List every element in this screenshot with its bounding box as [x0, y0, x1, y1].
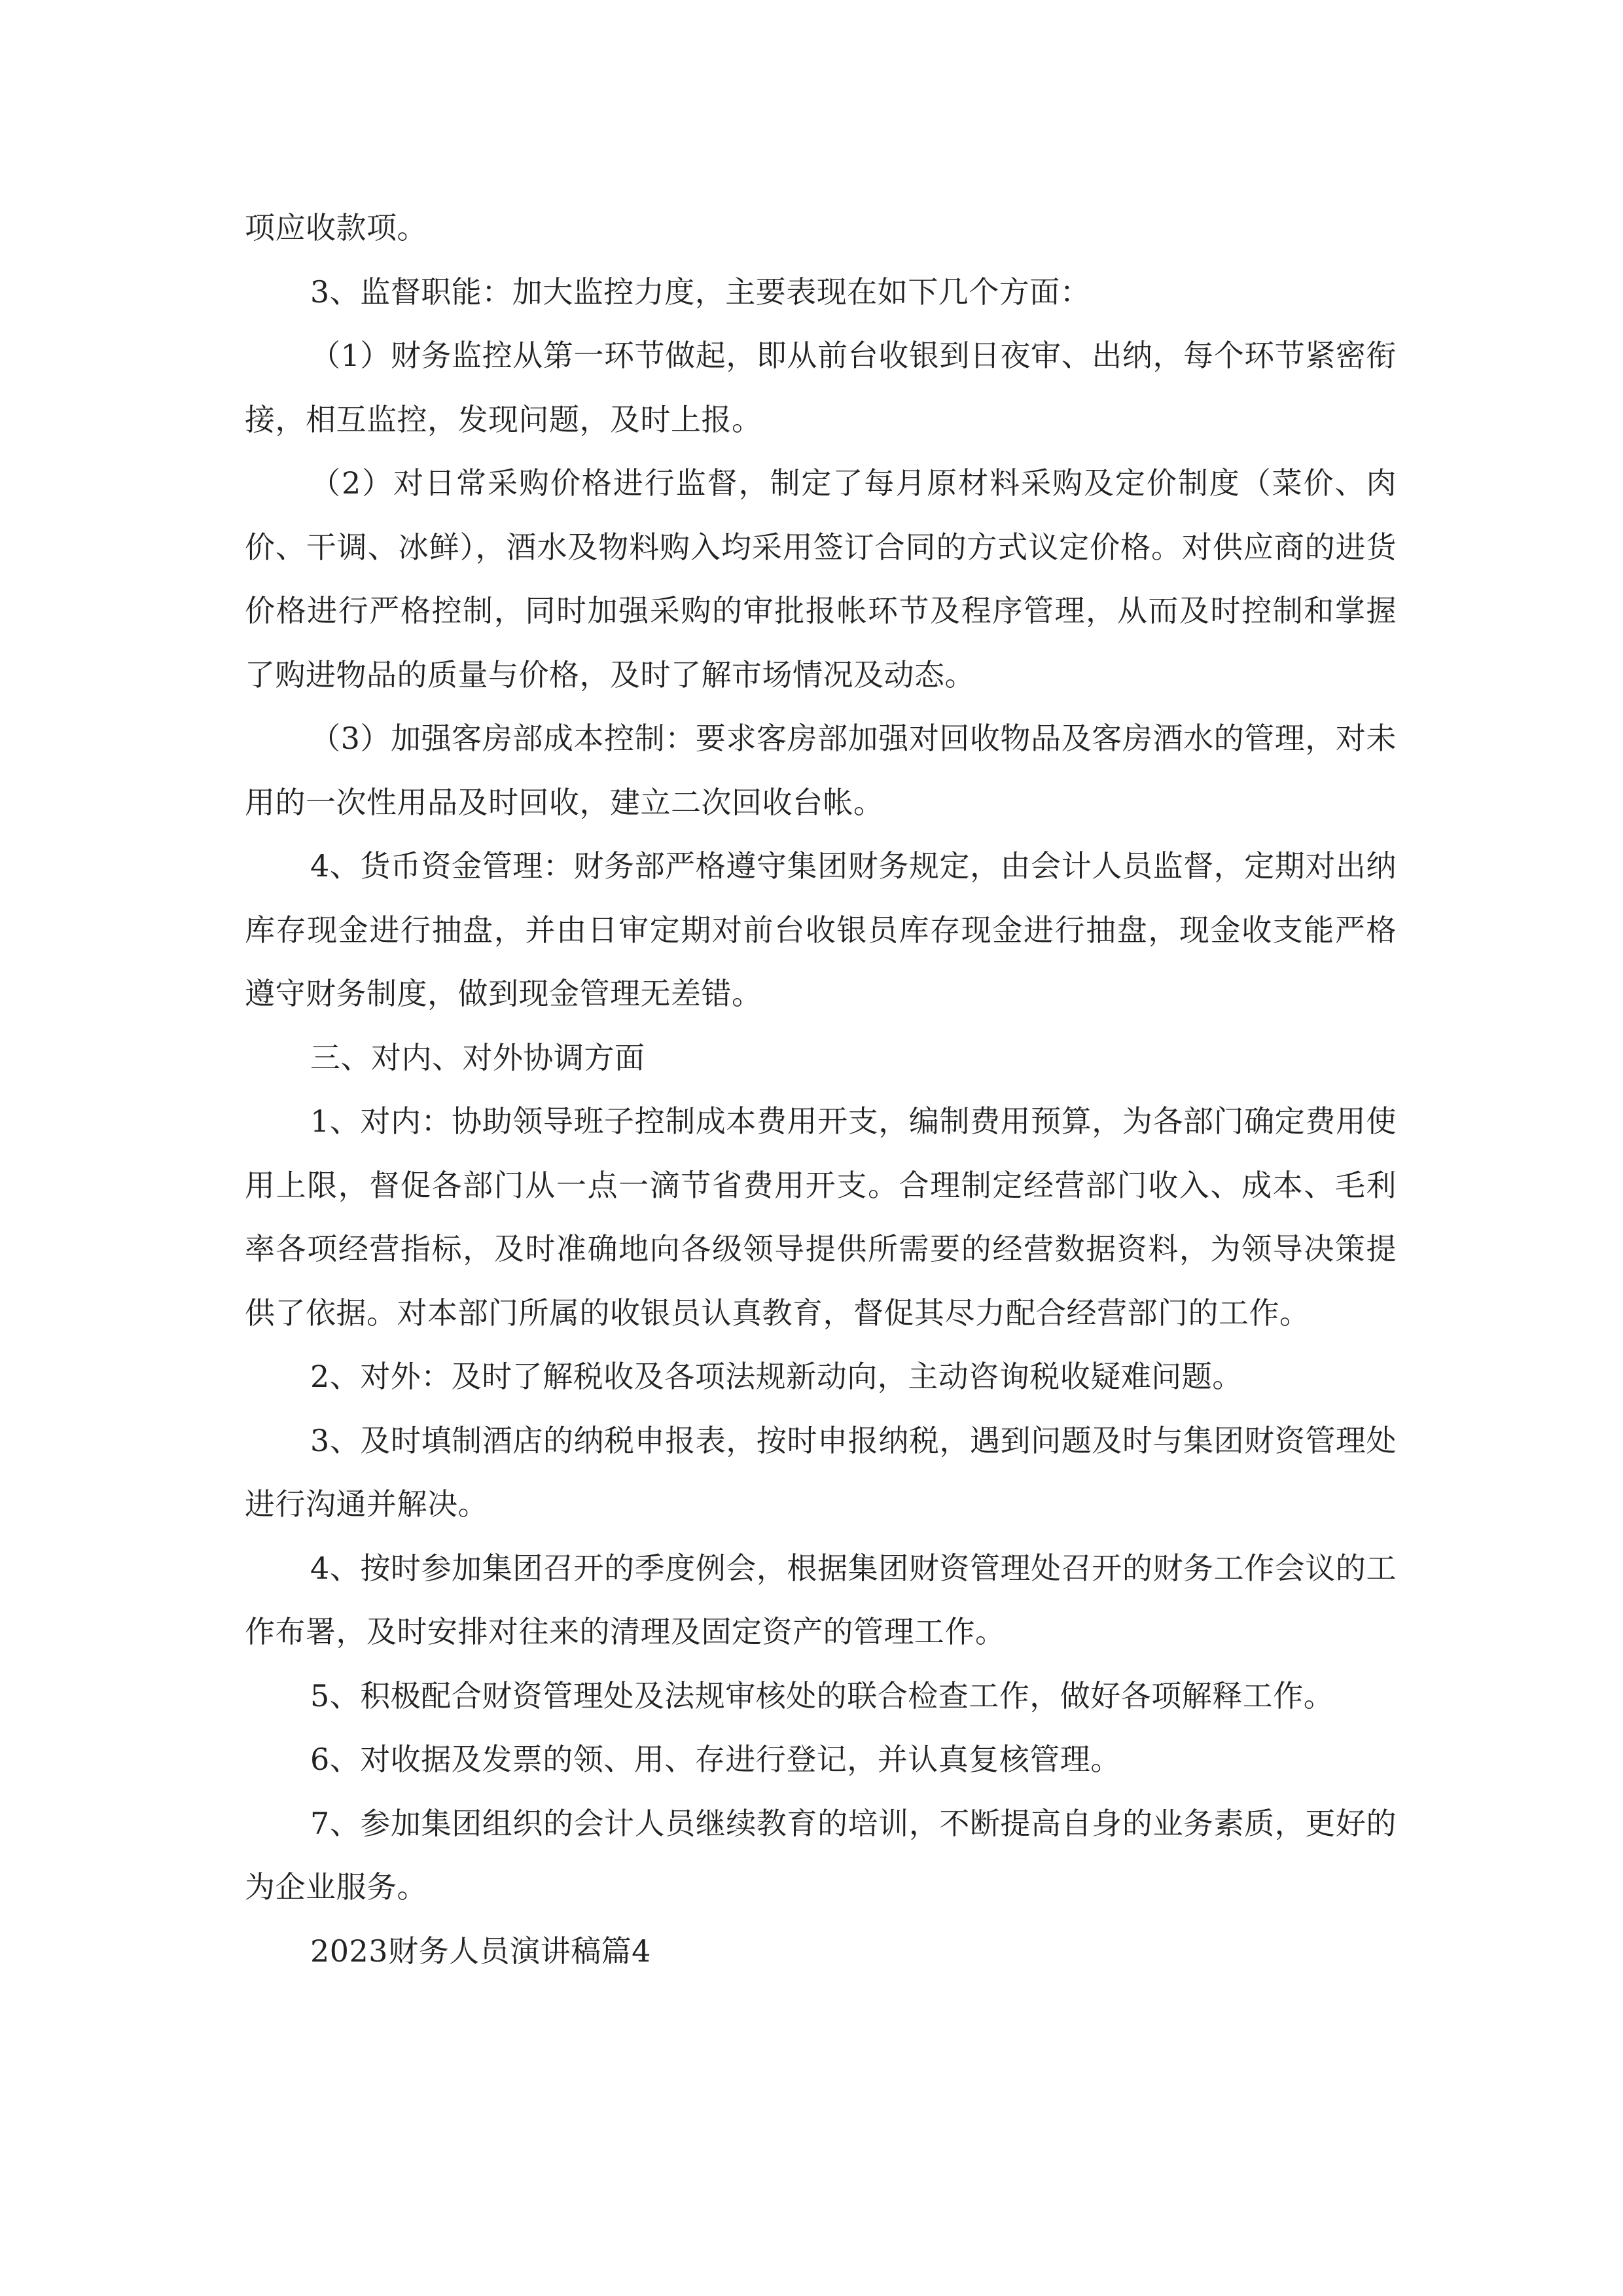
next-article-title: 2023财务人员演讲稿篇4 [310, 1933, 651, 1969]
paragraph-quarterly-meeting: 4、按时参加集团召开的季度例会，根据集团财资管理处召开的财务工作会议的工作布署，及时安排对往来的清理及固定资产的管理工作。 [245, 1550, 1397, 1649]
paragraph-tax-filing: 3、及时填制酒店的纳税申报表，按时申报纳税，遇到问题及时与集团财资管理处进行沟通并解决。 [245, 1422, 1397, 1522]
paragraph-external: 2、对外：及时了解税收及各项法规新动向，主动咨询税收疑难问题。 [310, 1359, 1243, 1394]
paragraph-supervision-2: （2）对日常采购价格进行监督，制定了每月原材料采购及定价制度（菜价、肉价、干调、冰鲜），酒水及物料购入均采用签订合同的方式议定价格。对供应商的进货价格进行严格控制，同时加强采购的审批报帐环节及程序管理，从而及时控制和掌握了购进物品的质量与价格，及时了解市场情况及动态。 [245, 465, 1397, 692]
paragraph-receipts-invoices: 6、对收据及发票的领、用、存进行登记，并认真复核管理。 [310, 1742, 1121, 1777]
paragraph-supervision-1: （1）财务监控从第一环节做起，即从前台收银到日夜审、出纳，每个环节紧密衔接，相互监控，发现问题，及时上报。 [245, 338, 1397, 437]
paragraph-training: 7、参加集团组织的会计人员继续教育的培训，不断提高自身的业务素质，更好的为企业服务。 [245, 1805, 1397, 1905]
section-heading-coordination: 三、对内、对外协调方面 [310, 1039, 645, 1075]
paragraph-internal: 1、对内：协助领导班子控制成本费用开支，编制费用预算，为各部门确定费用使用上限，督促各部门从一点一滴节省费用开支。合理制定经营部门收入、成本、毛利率各项经营指标，及时准确地向各级领导提供所需要的经营数据资料，为领导决策提供了依据。对本部门所属的收银员认真教育，督促其尽力配合经营部门的工作。 [245, 1103, 1397, 1331]
paragraph-joint-inspection: 5、积极配合财资管理处及法规审核处的联合检查工作，做好各项解释工作。 [310, 1677, 1334, 1713]
document-body [245, 196, 1397, 1983]
paragraph-continuation: 项应收款项。 [245, 210, 427, 245]
paragraph-supervision-3: （3）加强客房部成本控制：要求客房部加强对回收物品及客房酒水的管理，对未用的一次性用品及时回收，建立二次回收台帐。 [245, 721, 1397, 820]
paragraph-cash-management: 4、货币资金管理：财务部严格遵守集团财务规定，由会计人员监督，定期对出纳库存现金进行抽盘，并由日审定期对前台收银员库存现金进行抽盘，现金收支能严格遵守财务制度，做到现金管理无差错。 [245, 848, 1397, 1011]
paragraph-supervision-heading: 3、监督职能：加大监控力度，主要表现在如下几个方面： [310, 274, 1091, 310]
